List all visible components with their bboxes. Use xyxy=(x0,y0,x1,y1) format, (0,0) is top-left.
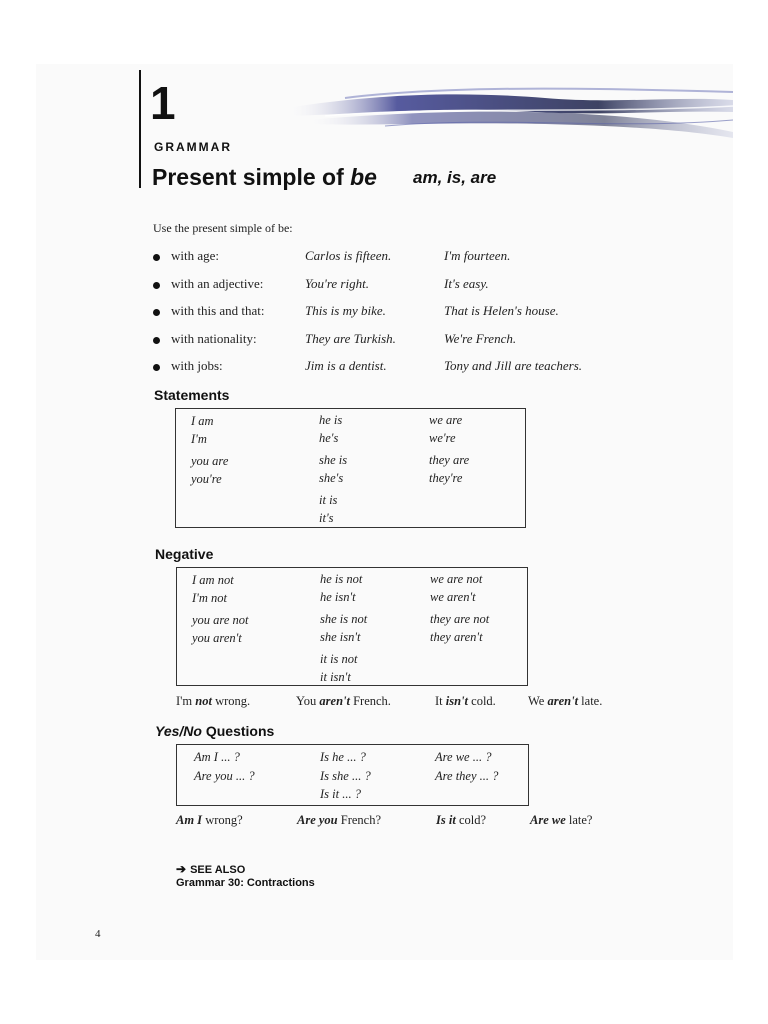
use-item xyxy=(153,276,653,296)
table-cell: you aren't xyxy=(192,631,242,645)
table-cell: I'm xyxy=(191,432,207,446)
table-cell: it is xyxy=(319,493,338,507)
example-text: cold? xyxy=(455,813,487,827)
example-text: I'm xyxy=(176,694,196,708)
bullet-icon xyxy=(153,309,160,316)
use-example: I'm fourteen. xyxy=(444,248,511,263)
questions-heading-italic: Yes/No xyxy=(155,723,202,739)
example-bold: aren't xyxy=(547,694,579,708)
unit-number: 1 xyxy=(150,77,176,129)
bullet-icon xyxy=(153,254,160,261)
table-cell: Are they ... ? xyxy=(435,769,499,783)
use-example: Carlos is fifteen. xyxy=(305,248,392,263)
example-text: It xyxy=(435,694,446,708)
bullet-icon xyxy=(153,337,160,344)
table-cell: they aren't xyxy=(430,630,483,644)
table-cell: he is xyxy=(319,413,343,427)
example-bold: aren't xyxy=(319,694,350,708)
section-label: GRAMMAR xyxy=(154,140,232,154)
table-cell: it isn't xyxy=(320,670,351,684)
use-example: Jim is a dentist. xyxy=(305,358,387,373)
page-subtitle: am, is, are xyxy=(413,168,497,187)
question-example xyxy=(436,813,486,828)
page-title-main: Present simple of xyxy=(152,164,344,190)
example-text: wrong? xyxy=(202,813,243,827)
table-cell: we aren't xyxy=(430,590,476,604)
table-cell: he isn't xyxy=(320,590,356,604)
table-cell: Am I ... ? xyxy=(194,750,240,764)
use-example: That is Helen's house. xyxy=(444,303,559,318)
table-cell: they are not xyxy=(430,612,490,626)
negative-example xyxy=(435,694,496,709)
table-cell: we are not xyxy=(430,572,483,586)
negative-heading: Negative xyxy=(155,546,214,562)
bullet-icon xyxy=(153,282,160,289)
see-also-text: SEE ALSO xyxy=(190,864,246,876)
table-cell: Is he ... ? xyxy=(320,750,366,764)
header-swoosh-decoration xyxy=(285,86,735,146)
table-cell: I am xyxy=(191,414,214,428)
table-cell: it is not xyxy=(320,652,358,666)
example-text: late? xyxy=(565,813,593,827)
table-cell: I am not xyxy=(192,573,234,587)
example-bold: isn't xyxy=(445,694,469,708)
page-title xyxy=(152,163,377,191)
negative-example xyxy=(296,694,391,709)
table-cell: Is it ... ? xyxy=(320,787,361,801)
question-example xyxy=(530,813,592,828)
questions-heading-rest: Questions xyxy=(201,723,275,739)
negative-example xyxy=(528,694,602,709)
example-text: wrong. xyxy=(211,694,251,708)
header-rule xyxy=(139,70,141,188)
table-cell: they're xyxy=(429,471,463,485)
example-bold: Am I xyxy=(176,813,203,827)
table-cell: she isn't xyxy=(320,630,361,644)
example-bold: Are we xyxy=(530,813,566,827)
arrow-right-icon: ➔ xyxy=(176,862,187,876)
table-cell: he is not xyxy=(320,572,363,586)
use-item xyxy=(153,331,653,351)
use-example: You're right. xyxy=(305,276,369,291)
use-label: with an adjective: xyxy=(171,276,264,291)
questions-heading xyxy=(155,723,274,739)
example-text: late. xyxy=(578,694,603,708)
table-cell: you are xyxy=(191,454,229,468)
questions-table xyxy=(176,744,529,806)
use-example: It's easy. xyxy=(444,276,489,291)
use-example: We're French. xyxy=(444,331,517,346)
table-cell: Is she ... ? xyxy=(320,769,371,783)
intro-text: Use the present simple of be: xyxy=(153,221,293,235)
example-bold: not xyxy=(195,694,212,708)
page-number: 4 xyxy=(95,928,101,940)
question-example xyxy=(176,813,243,828)
table-cell: we are xyxy=(429,413,463,427)
example-text: French. xyxy=(349,694,391,708)
negative-table xyxy=(176,567,528,686)
example-bold: Are you xyxy=(297,813,338,827)
table-cell: you are not xyxy=(192,613,249,627)
use-example: They are Turkish. xyxy=(305,331,396,346)
table-cell: I'm not xyxy=(192,591,227,605)
table-cell: she is xyxy=(319,453,348,467)
question-example xyxy=(297,813,381,828)
table-cell: you're xyxy=(191,472,222,486)
use-label: with nationality: xyxy=(171,331,257,346)
table-cell: Are you ... ? xyxy=(194,769,255,783)
table-cell: we're xyxy=(429,431,456,445)
table-cell: Are we ... ? xyxy=(435,750,492,764)
table-cell: she's xyxy=(319,471,344,485)
page-title-be: be xyxy=(350,164,377,190)
statements-table xyxy=(175,408,526,528)
example-bold: Is it xyxy=(436,813,456,827)
table-cell: he's xyxy=(319,431,339,445)
use-example: This is my bike. xyxy=(305,303,386,318)
table-cell: she is not xyxy=(320,612,368,626)
use-label: with jobs: xyxy=(171,358,223,373)
example-text: You xyxy=(296,694,320,708)
statements-heading: Statements xyxy=(154,387,230,403)
use-item xyxy=(153,248,653,268)
use-label: with this and that: xyxy=(171,303,265,318)
negative-example xyxy=(176,694,250,709)
see-also-label xyxy=(176,862,245,876)
use-label: with age: xyxy=(171,248,220,263)
use-item xyxy=(153,303,653,323)
example-text: We xyxy=(528,694,548,708)
use-example: Tony and Jill are teachers. xyxy=(444,358,583,373)
table-cell: they are xyxy=(429,453,470,467)
bullet-icon xyxy=(153,364,160,371)
table-cell: it's xyxy=(319,511,334,525)
see-also-reference: Grammar 30: Contractions xyxy=(176,877,315,889)
example-text: cold. xyxy=(468,694,496,708)
use-item xyxy=(153,358,653,378)
example-text: French? xyxy=(337,813,382,827)
